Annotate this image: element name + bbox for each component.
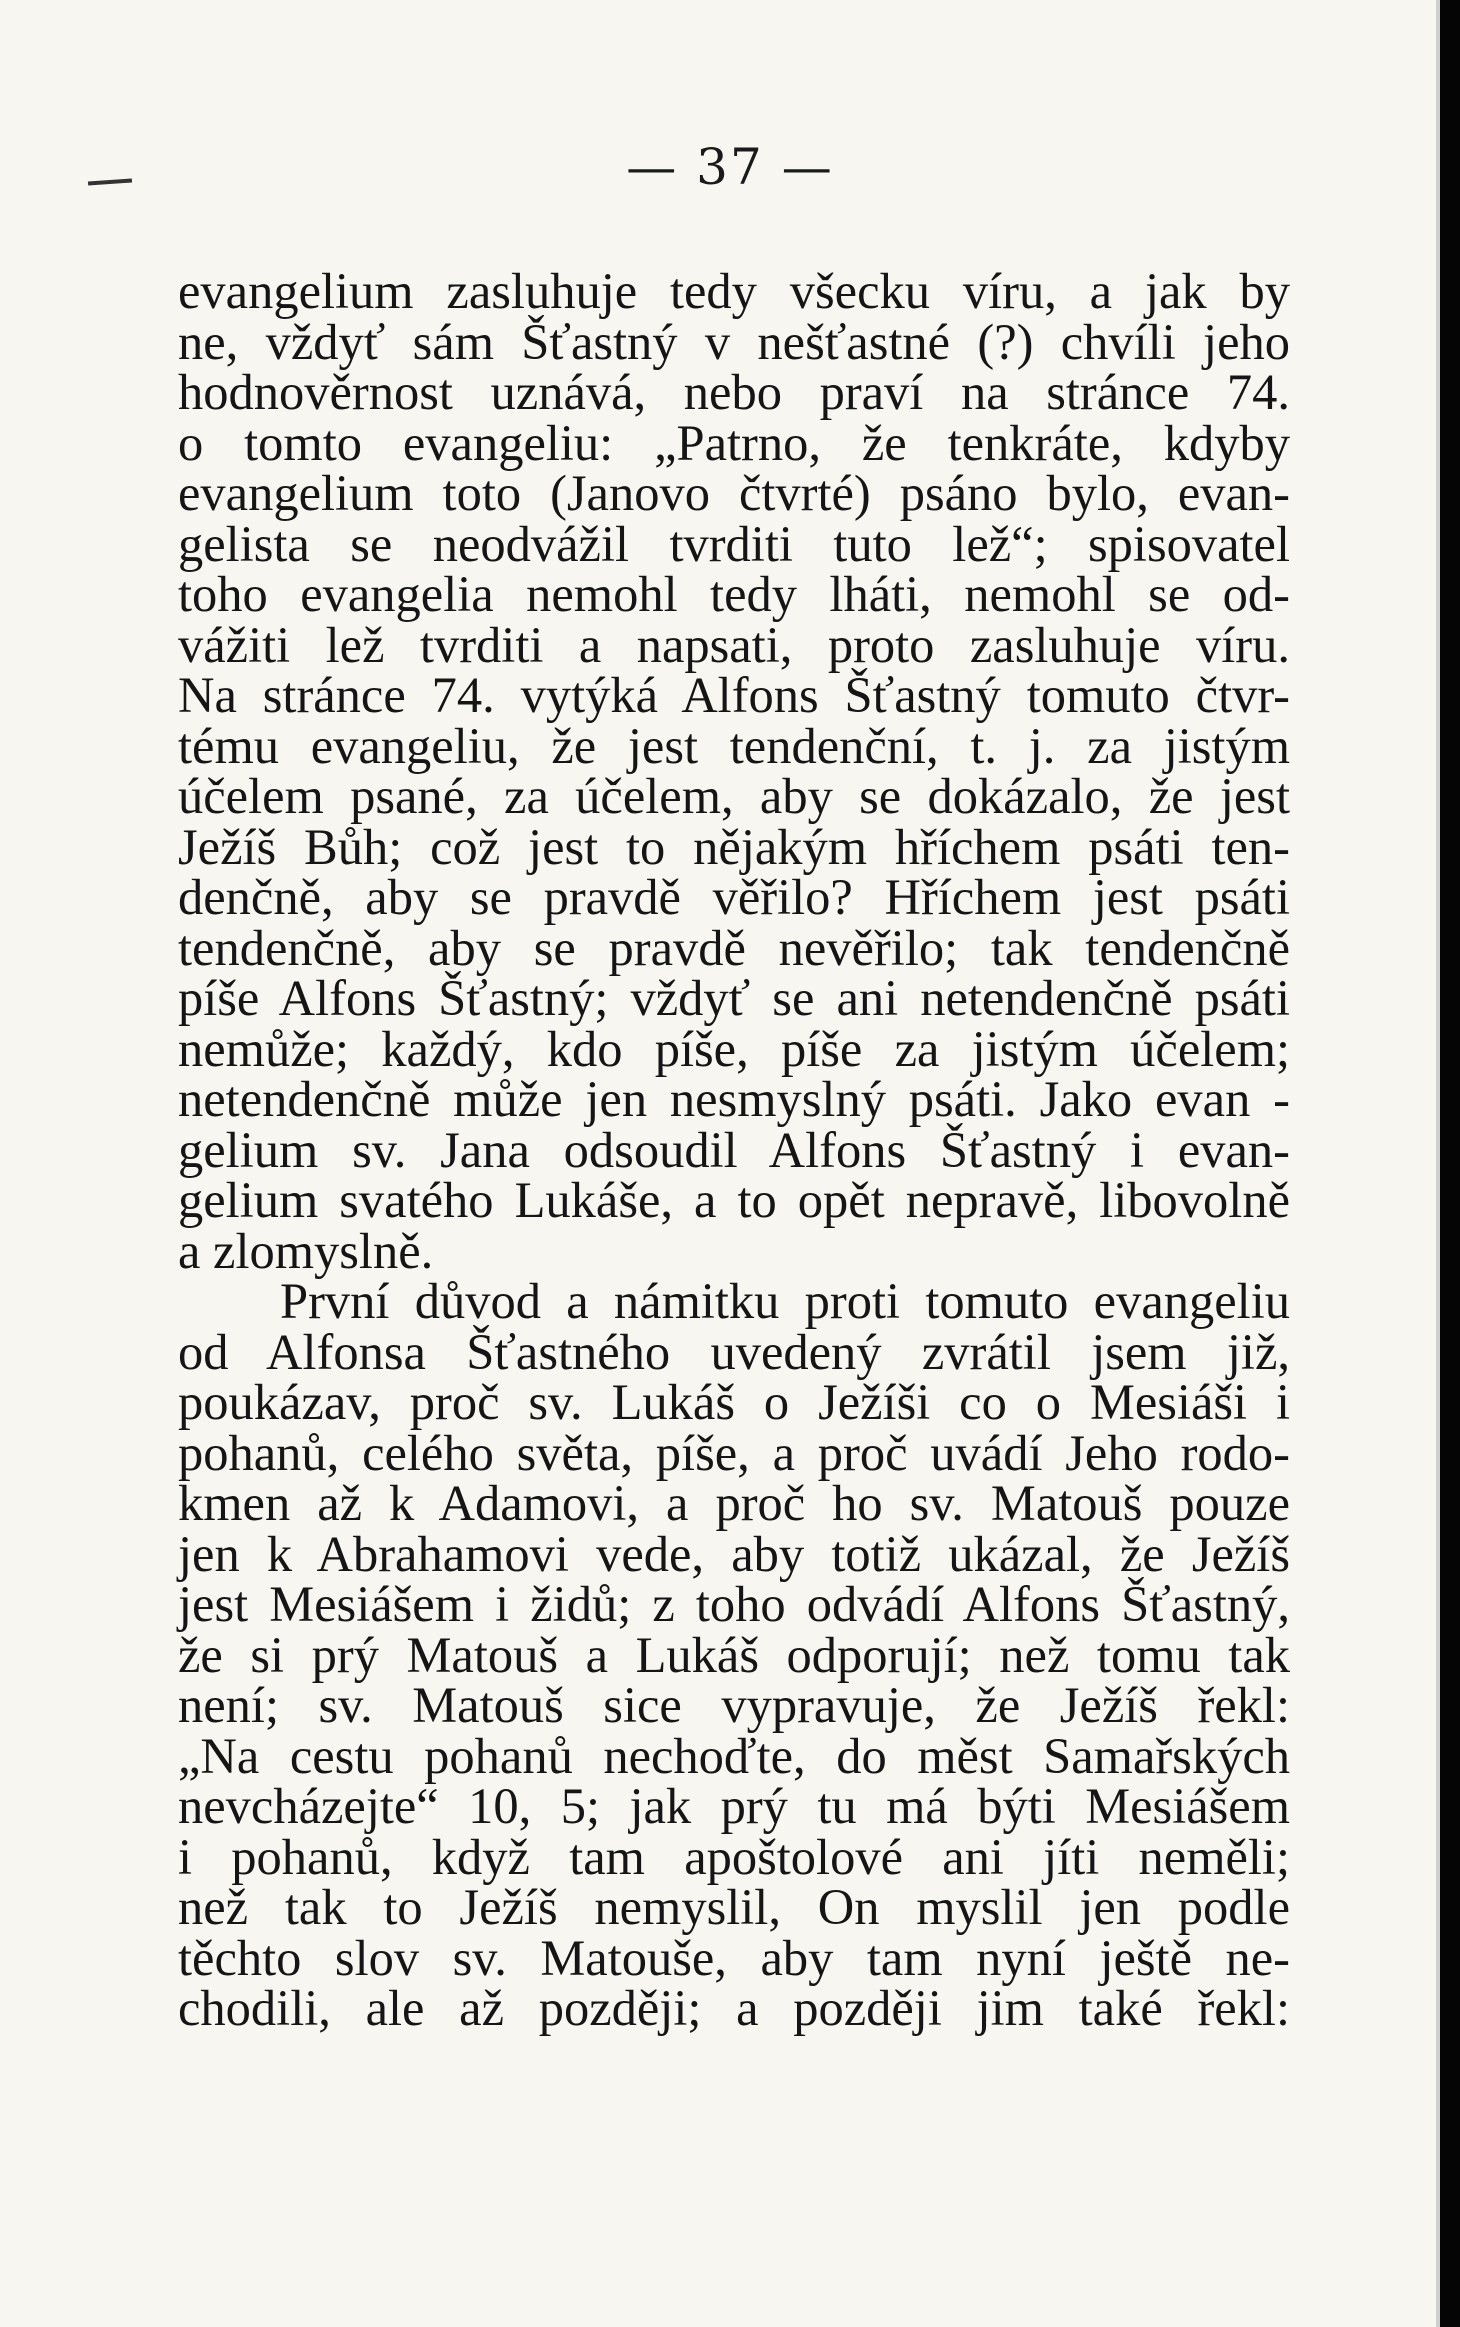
text-line: jen k Abrahamovi vede, aby totiž ukázal, že Ježíš <box>178 1525 1290 1582</box>
page-number: — 37 — <box>626 138 834 196</box>
text-line: i pohanů, když tam apoštolové ani jíti neměli; <box>178 1828 1290 1885</box>
text-line: toho evangelia nemohl tedy lháti, nemohl se od- <box>178 566 1290 622</box>
text-line: nevcházejte“ 10, 5; jak prý tu má býti Mesiášem <box>178 1778 1290 1834</box>
text-line: evangelium zasluhuje tedy všecku víru, a jak by <box>178 263 1290 319</box>
text-line: poukázav, proč sv. Lukáš o Ježíši co o Mesiáši i <box>178 1374 1290 1430</box>
text-line: nemůže; každý, kdo píše, píše za jistým účelem; <box>178 1020 1290 1077</box>
text-line: První důvod a námitku proti tomuto evangeliu <box>280 1273 1290 1329</box>
text-line: vážiti lež tvrditi a napsati, proto zasluhuje víru. <box>178 616 1290 673</box>
text-line: gelista se neodvážil tvrditi tuto lež“; spisovatel <box>178 515 1290 572</box>
text-line: „Na cestu pohanů nechoďte, do měst Samařských <box>178 1727 1290 1784</box>
text-line: než tak to Ježíš nemyslil, On myslil jen podle <box>178 1879 1290 1935</box>
text-line: píše Alfons Šťastný; vždyť se ani netendenčně psáti <box>178 970 1290 1026</box>
text-line: od Alfonsa Šťastného uvedený zvrátil jsem již, <box>178 1323 1290 1380</box>
text-line: chodili, ale až později; a později jim také řekl: <box>178 1980 1290 2036</box>
text-line: hodnověrnost uznává, nebo praví na stránce 74. <box>178 364 1290 420</box>
body-text <box>178 263 1290 2036</box>
text-line: ne, vždyť sám Šťastný v nešťastné (?) chvíli jeho <box>178 313 1290 370</box>
text-line: gelium sv. Jana odsoudil Alfons Šťastný i evan- <box>178 1121 1290 1178</box>
text-line: účelem psané, za účelem, aby se dokázalo, že jest <box>178 768 1290 824</box>
text-line: netendenčně může jen nesmyslný psáti. Jako evan - <box>178 1071 1290 1127</box>
text-line: tendenčně, aby se pravdě nevěřilo; tak tendenčně <box>178 919 1290 976</box>
text-line: o tomto evangeliu: „Patrno, že tenkráte, kdyby <box>178 414 1290 471</box>
text-line: kmen až k Adamovi, a proč ho sv. Matouš pouze <box>178 1475 1290 1531</box>
text-line: gelium svatého Lukáše, a to opět nepravě, libovolně <box>178 1172 1290 1228</box>
text-line: jest Mesiášem i židů; z toho odvádí Alfons Šťastný, <box>178 1576 1290 1632</box>
text-line: pohanů, celého světa, píše, a proč uvádí Jeho rodo- <box>178 1424 1290 1481</box>
page-edge-shadow <box>1440 0 1460 2327</box>
text-line: že si prý Matouš a Lukáš odporují; než tomu tak <box>178 1626 1290 1683</box>
text-line: a zlomyslně. <box>178 1222 434 1279</box>
text-line: denčně, aby se pravdě věřilo? Hříchem jest psáti <box>178 869 1290 925</box>
text-line: evangelium toto (Janovo čtvrté) psáno bylo, evan- <box>178 465 1290 521</box>
text-line: není; sv. Matouš sice vypravuje, že Ježíš řekl: <box>178 1677 1290 1733</box>
text-line: těchto slov sv. Matouše, aby tam nyní ještě ne- <box>178 1929 1290 1986</box>
text-line: Ježíš Bůh; což jest to nějakým hříchem psáti ten- <box>178 818 1290 875</box>
text-line: tému evangeliu, že jest tendenční, t. j. za jistým <box>178 717 1290 774</box>
text-line: Na stránce 74. vytýká Alfons Šťastný tomuto čtvr- <box>178 667 1290 723</box>
